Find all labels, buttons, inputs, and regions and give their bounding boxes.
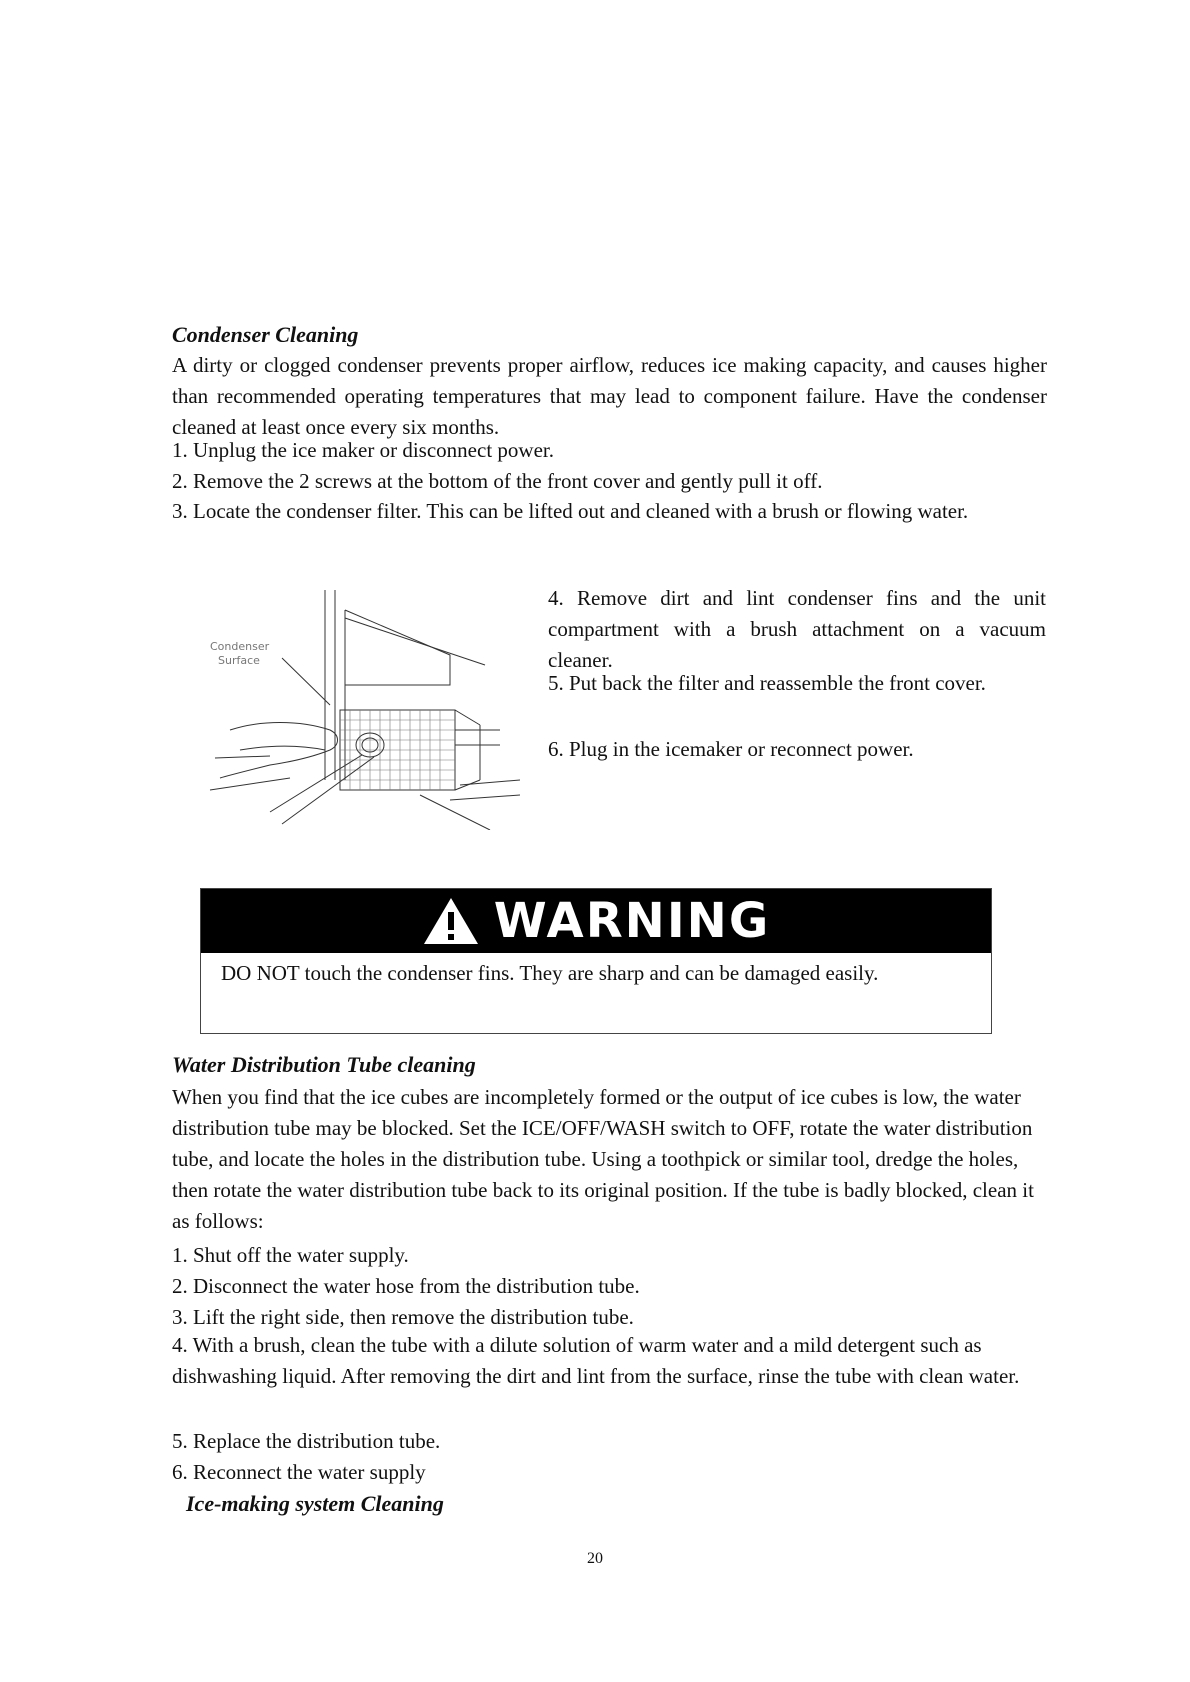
water-tube-intro: When you find that the ice cubes are incompletely formed or the output of ice cubes is low, the water distribution tube may be blocked. Set the ICE/OFF/WASH switch to OFF, rotate the water distribution tube, and locate the holes in the distribution tube. Using a toothpick or similar tool, dredge the holes, then rotate the water distribution tube back to its original position. If the tube is badly blocked, clean it as follows: — [172, 1085, 1034, 1233]
figure-label-surface: Surface — [218, 654, 260, 667]
condenser-step-4: 4. Remove dirt and lint condenser fins and the unit compartment with a brush attachment on a vacuum cleaner. — [548, 586, 1046, 672]
condenser-step-2: 2. Remove the 2 screws at the bottom of the front cover and gently pull it off. — [172, 469, 823, 493]
warning-box — [200, 888, 992, 1034]
water-tube-step-3: 3. Lift the right side, then remove the distribution tube. — [172, 1305, 634, 1329]
water-tube-step-2: 2. Disconnect the water hose from the distribution tube. — [172, 1274, 640, 1298]
warning-text: DO NOT touch the condenser fins. They are sharp and can be damaged easily. — [221, 961, 879, 985]
water-tube-step-4: 4. With a brush, clean the tube with a dilute solution of warm water and a mild detergent such as dishwashing liquid. After removing the dirt and lint from the surface, rinse the tube with clean water. — [172, 1333, 1020, 1388]
condenser-step-5: 5. Put back the filter and reassemble the front cover. — [548, 671, 986, 695]
figure-label-condenser: Condenser — [210, 640, 270, 653]
warning-triangle-icon — [422, 896, 480, 946]
condenser-step-6: 6. Plug in the icemaker or reconnect power. — [548, 737, 914, 761]
condenser-intro: A dirty or clogged condenser prevents proper airflow, reduces ice making capacity, and causes higher than recommended operating temperatures that may lead to component failure. Have the condenser cleaned at least once every six months. — [172, 353, 1047, 439]
condenser-figure — [190, 580, 520, 830]
water-tube-step-5: 5. Replace the distribution tube. — [172, 1429, 441, 1453]
condenser-heading: Condenser Cleaning — [172, 322, 359, 347]
water-tube-heading: Water Distribution Tube cleaning — [172, 1052, 476, 1077]
page-number: 20 — [587, 1550, 603, 1567]
water-tube-step-6: 6. Reconnect the water supply — [172, 1460, 426, 1484]
condenser-step-1: 1. Unplug the ice maker or disconnect power. — [172, 438, 554, 462]
warning-banner — [201, 889, 991, 953]
water-tube-step-1: 1. Shut off the water supply. — [172, 1243, 409, 1267]
condenser-step-3: 3. Locate the condenser filter. This can be lifted out and cleaned with a brush or flowing water. — [172, 499, 969, 523]
ice-system-heading: Ice-making system Cleaning — [186, 1491, 444, 1516]
warning-title: WARNING — [493, 893, 771, 949]
